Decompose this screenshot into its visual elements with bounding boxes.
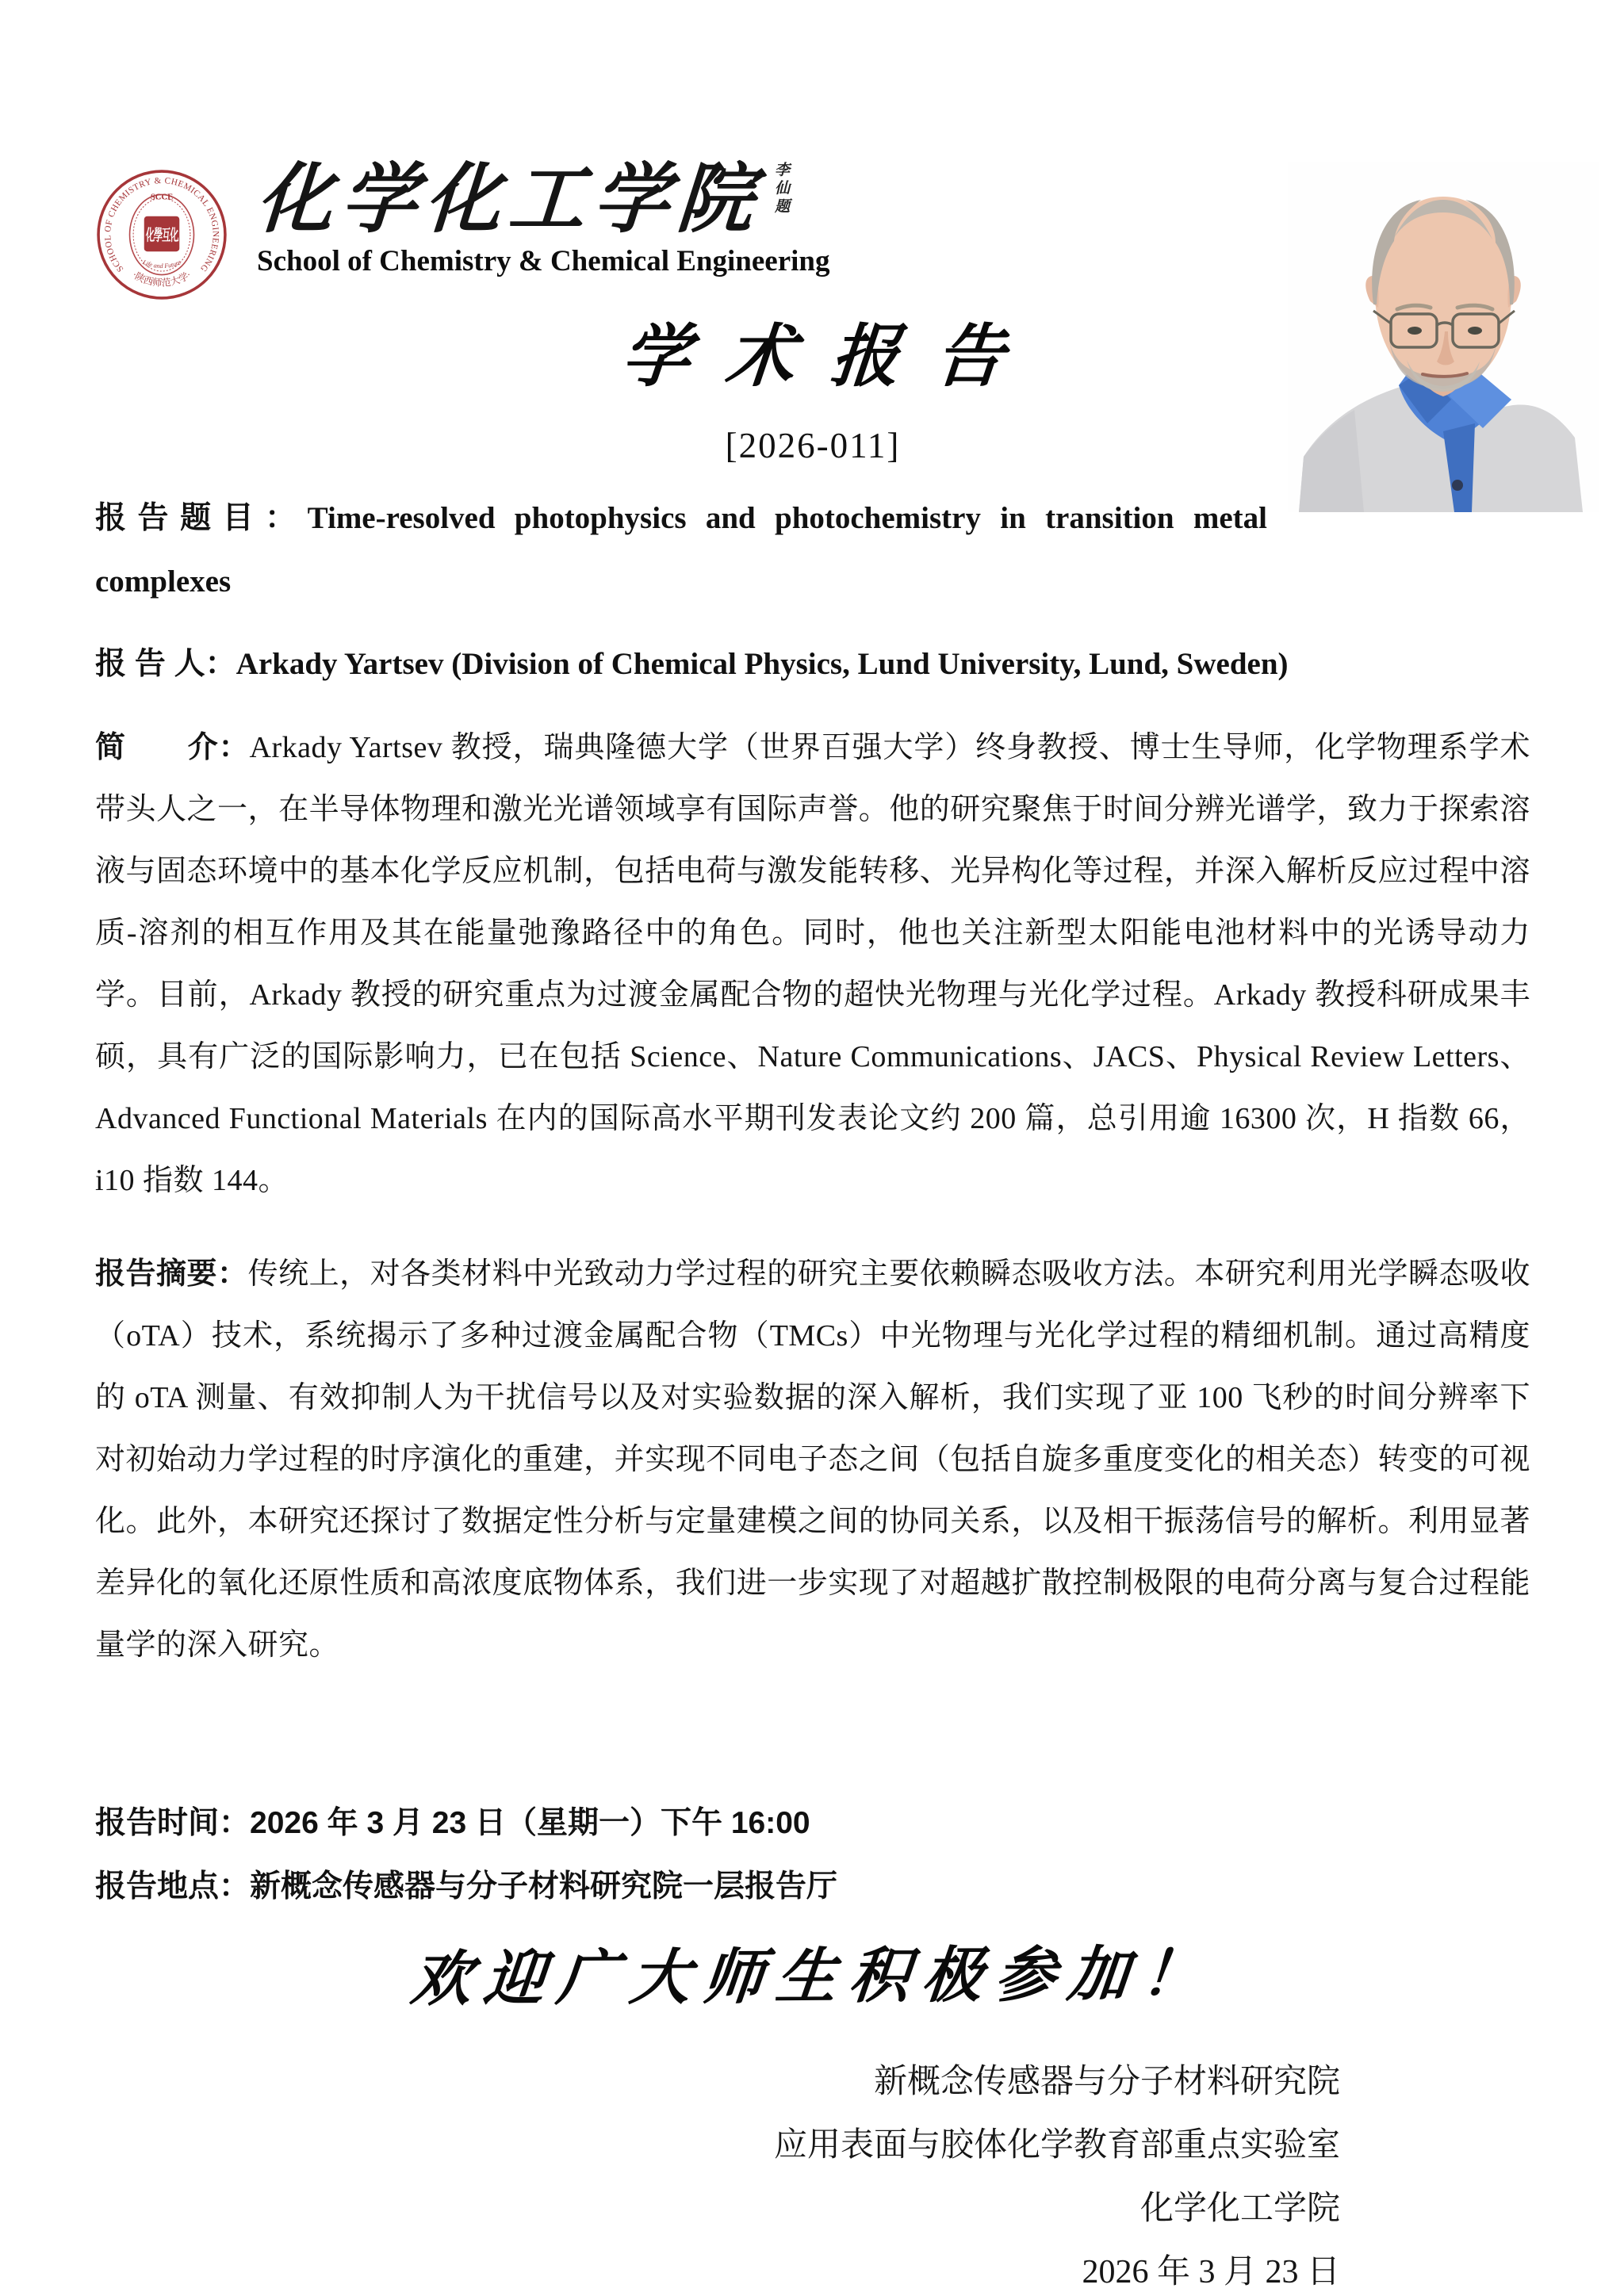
time-line [95,1792,1530,1855]
time-label: 报告时间： [95,1806,251,1840]
speaker-label: 报 告 人： [95,647,236,681]
signature-school: 化学化工学院 [1139,2191,1340,2227]
school-name-calligraphy: 化学化工学院 [254,154,764,243]
seal-ring-text: SCHOOL OF CHEMISTRY & CHEMICAL ENGINEERING [103,175,220,274]
seal-stamp-chars: 化學互化 [145,226,179,245]
document-body [95,0,1530,2296]
school-name-english: School of Chemistry & Chemical Engineering [257,245,830,277]
abstract-label: 报告摘要： [95,1257,248,1291]
seal-abbr: SCCE [150,193,174,202]
biography-label: 简 介： [95,731,250,764]
page-title: 学术报告 [618,316,1044,396]
signature-key-lab: 应用表面与胶体化学教育部重点实验室 [773,2127,1340,2164]
biography-text: Arkady Yartsev 教授，瑞典隆德大学（世界百强大学）终身教授、博士生导师，化学物理系学术带头人之一，在半导体物理和激光光谱领域享有国际声誉。他的研究聚焦于时间分辨光谱学，致力于探索溶液与固态环境中的基本化学反应机制，包括电荷与激发能转移、光异构化等过程，并深入解析反应过程中溶质-溶剂的相互作用及其在能量弛豫路径中的角色。同时，他也关注新型太阳能电池材料中的光诱导动力学。目前，Arkady 教授的研究重点为过渡金属配合物的超快光物理与光化学过程。Arkady 教授科研成果丰硕，具有广泛的国际影响力，已在包括 Science、Nature Communications、JACS、Physical Review Letters、Advanced Functional Materials 在内的国际高水平期刊发表论文约 200 篇，总引用逾 16300 次，H 指数 66，i10 指数 144。 [95,731,1530,1197]
topic-line-2: complexes [95,564,232,599]
speaker-name: Arkady Yartsev (Division of Chemical Physics, Lund University, Lund, Sweden) [236,647,1289,681]
welcome-calligraphy: 欢迎广大师生积极参加！ [408,1938,1218,2015]
topic-text-line1: Time-resolved photophysics and photochemistry in transition metal [307,501,1267,535]
seal-motto: Life and Future [141,258,182,270]
topic-line-1 [95,487,1530,550]
abstract-paragraph [95,1243,1530,1676]
speaker-line [95,633,1530,696]
time-value: 2026 年 3 月 23 日（星期一）下午 16:00 [250,1806,810,1840]
signature-institute: 新概念传感器与分子材料研究院 [873,2064,1340,2100]
signature-block [95,2050,1530,2296]
biography-paragraph [95,717,1530,1211]
abstract-text: 传统上，对各类材料中光致动力学过程的研究主要依赖瞬态吸收方法。本研究利用光学瞬态吸收（oTA）技术，系统揭示了多种过渡金属配合物（TMCs）中光物理与光化学过程的精细机制。通过高精度的 oTA 测量、有效抑制人为干扰信号以及对实验数据的深入解析，我们实现了亚 100 飞秒的时间分辨率下对初始动力学过程的时序演化的重建，并实现不同电子态之间（包括自旋多重度变化的相关态）转变的可视化。此外，本研究还探讨了数据定性分析与定量建模之间的协同关系，以及相干振荡信号的解析。利用显著差异化的氧化还原性质和高浓度底物体系，我们进一步实现了对超越扩散控制极限的电荷分离与复合过程能量学的深入研究。 [95,1257,1530,1662]
calligrapher-signature: 李仙题 [772,162,790,216]
seal-university-text: ·陕西师范大学· [130,269,193,289]
seminar-serial-number: [2026-011] [725,426,901,465]
venue-value: 新概念传感器与分子材料研究院一层报告厅 [250,1869,838,1904]
topic-label: 报告题目： [95,501,308,535]
venue-label: 报告地点： [95,1869,251,1904]
signature-date: 2026 年 3 月 23 日 [1082,2254,1340,2290]
venue-line [95,1855,1530,1919]
